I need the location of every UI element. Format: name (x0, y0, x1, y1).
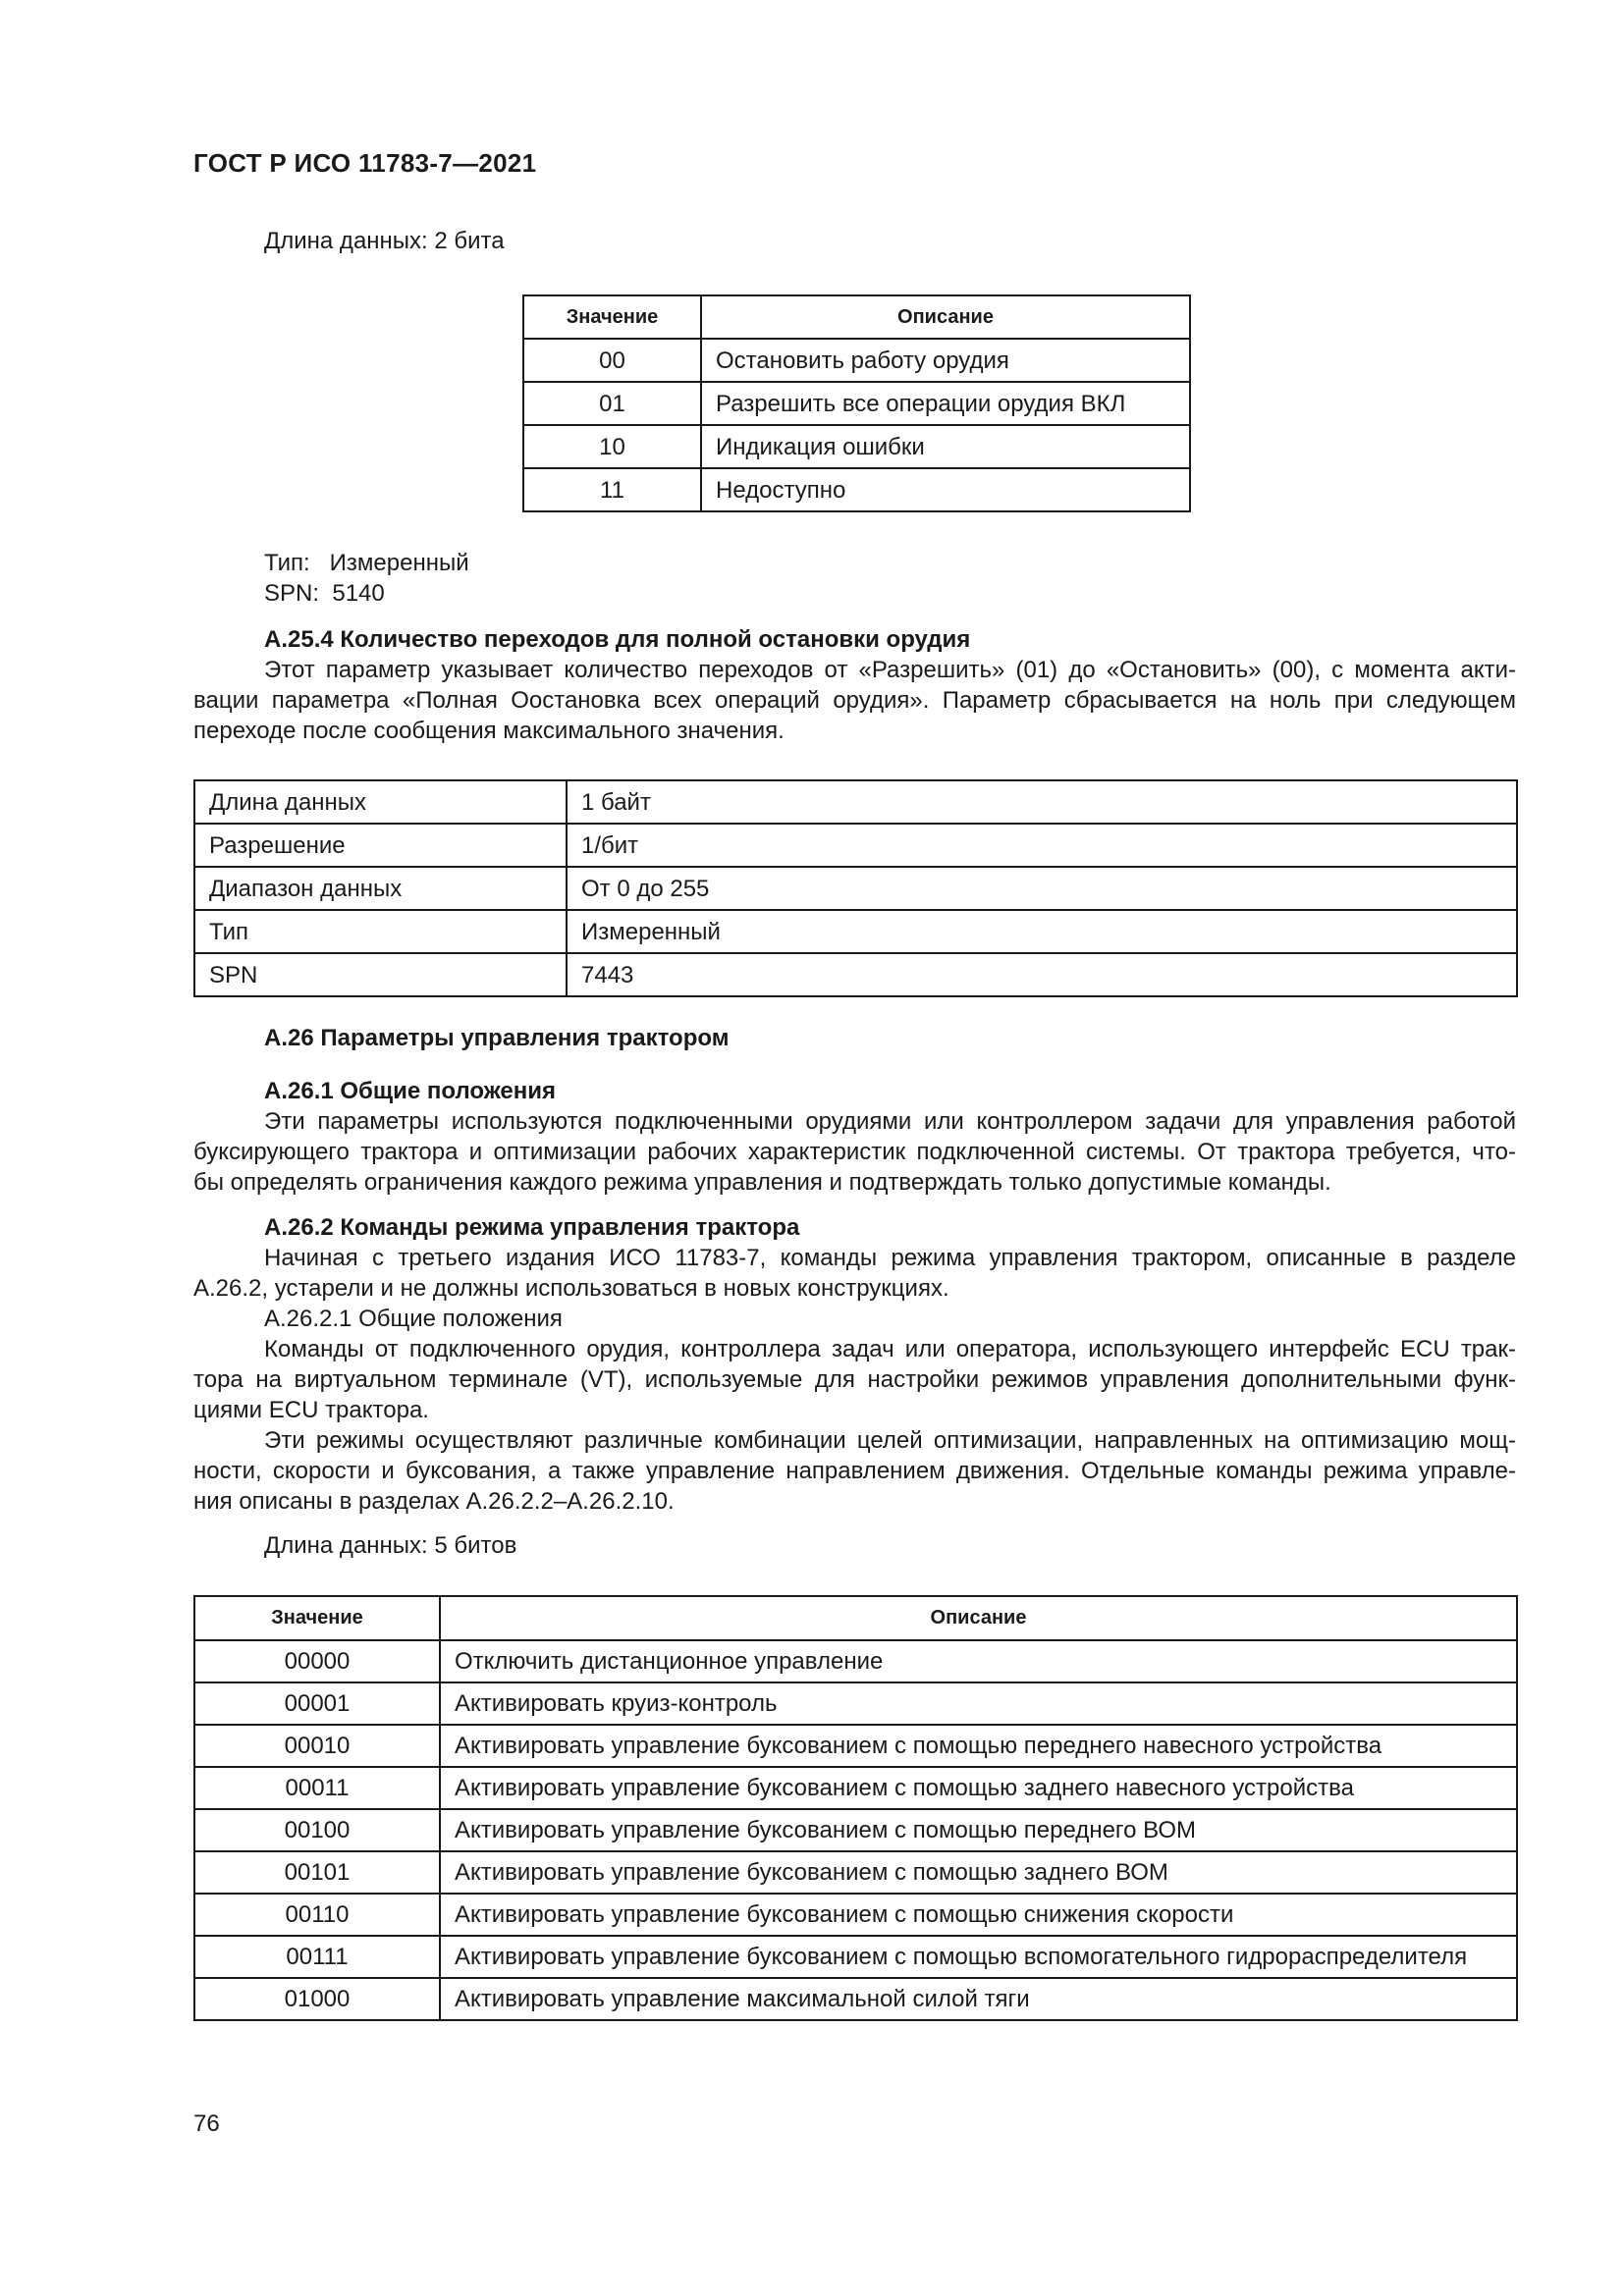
cell-val: От 0 до 255 (567, 867, 1517, 910)
cell-val: Измеренный (567, 910, 1517, 953)
cell-value: 00011 (194, 1767, 440, 1809)
cell-description: Активировать управление буксованием с помощью переднего ВОМ (440, 1809, 1517, 1851)
text-line: Эти параметры используются подключенными орудиями или контроллером задачи для управления работой (264, 1108, 1516, 1135)
section-text-a2554 (193, 655, 1516, 746)
cell-description: Активировать управление буксованием с помощью переднего навесного устройства (440, 1725, 1517, 1767)
cell-value: 01000 (194, 1978, 440, 2020)
text-line: ния описаны в разделах А.26.2.2–А.26.2.10. (193, 1488, 675, 1515)
cell-value: 00000 (194, 1640, 440, 1682)
type-line: Тип: Измеренный (264, 550, 469, 576)
table-row (523, 468, 1190, 511)
cell-description: Активировать управление буксованием с помощью снижения скорости (440, 1894, 1517, 1936)
cell-value: 00101 (194, 1851, 440, 1894)
table-row (194, 1851, 1517, 1894)
cell-description: Активировать управление буксованием с помощью заднего ВОМ (440, 1851, 1517, 1894)
cell-description: Недоступно (701, 468, 1190, 511)
cell-description: Остановить работу орудия (701, 339, 1190, 382)
text-line: циями ECU трактора. (193, 1397, 429, 1423)
cell-description: Отключить дистанционное управление (440, 1640, 1517, 1682)
table-header-row (194, 1596, 1517, 1640)
cell-value: 00010 (194, 1725, 440, 1767)
cell-value: 00111 (194, 1936, 440, 1978)
spn-line: SPN: 5140 (264, 580, 385, 607)
section-heading-a26: А.26 Параметры управления трактором (264, 1025, 730, 1051)
table-row (194, 1936, 1517, 1978)
text-line: тора на виртуальном терминале (VT), используемые для настройки режимов управления дополнительными функ- (193, 1366, 1516, 1393)
data-length-label: Длина данных: 5 битов (264, 1532, 517, 1559)
text-line: бы определять ограничения каждого режима управления и подтверждать только допустимые команды. (193, 1169, 1331, 1196)
cell-description: Разрешить все операции орудия ВКЛ (701, 382, 1190, 425)
cell-description: Активировать управление максимальной силой тяги (440, 1978, 1517, 2020)
table-row (194, 910, 1517, 953)
text-line: ности, скорости и буксования, а также управление направлением движения. Отдельные команды режима управле- (193, 1458, 1516, 1484)
table-row (194, 1894, 1517, 1936)
cell-value: 11 (523, 468, 701, 511)
section-heading-a2621: А.26.2.1 Общие положения (264, 1306, 563, 1332)
cell-key: Разрешение (194, 824, 567, 867)
cell-value: 00001 (194, 1682, 440, 1725)
text-line: буксирующего трактора и оптимизации рабочих характеристик подключенной системы. От трактора требуется, что- (193, 1139, 1516, 1165)
table-row (523, 425, 1190, 468)
table-row (194, 1809, 1517, 1851)
cell-value: 01 (523, 382, 701, 425)
column-header-value: Значение (194, 1596, 440, 1640)
text-line: Начиная с третьего издания ИСО 11783-7, команды режима управления трактором, описанные в разделе (264, 1245, 1516, 1271)
text-line: вации параметра «Полная Оостановка всех операций орудия». Параметр сбрасывается на ноль при следующем (193, 687, 1516, 714)
cell-val: 1/бит (567, 824, 1517, 867)
text-line: Этот параметр указывает количество переходов от «Разрешить» (01) до «Остановить» (00), с момента акти- (264, 657, 1516, 683)
cell-value: 00110 (194, 1894, 440, 1936)
table-row (194, 824, 1517, 867)
column-header-description: Описание (440, 1596, 1517, 1640)
table-row (194, 953, 1517, 996)
table-row (194, 1640, 1517, 1682)
section-heading-a261: А.26.1 Общие положения (264, 1078, 557, 1104)
cell-key: SPN (194, 953, 567, 996)
table-row (194, 867, 1517, 910)
text-line: А.26.2, устарели и не должны использоваться в новых конструкциях. (193, 1275, 949, 1302)
document-header: ГОСТ Р ИСО 11783-7—2021 (193, 148, 537, 178)
cell-description: Активировать управление буксованием с помощью вспомогательного гидрораспределителя (440, 1936, 1517, 1978)
text-line: переходе после сообщения максимального значения. (193, 718, 785, 744)
cell-description: Индикация ошибки (701, 425, 1190, 468)
parameter-table-a2554 (193, 779, 1518, 997)
cell-value: 00 (523, 339, 701, 382)
table-row (523, 382, 1190, 425)
table-header-row (523, 295, 1190, 339)
cell-key: Тип (194, 910, 567, 953)
table-row (194, 1978, 1517, 2020)
cell-val: 1 байт (567, 780, 1517, 824)
table-row (194, 1767, 1517, 1809)
data-length-label: Длина данных: 2 бита (264, 228, 505, 254)
text-line: Эти режимы осуществляют различные комбинации целей оптимизации, направленных на оптимизацию мощ- (264, 1427, 1516, 1454)
cell-description: Активировать управление буксованием с помощью заднего навесного устройства (440, 1767, 1517, 1809)
table-row (194, 1682, 1517, 1725)
column-header-value: Значение (523, 295, 701, 339)
section-heading-a2554: А.25.4 Количество переходов для полной остановки орудия (264, 626, 971, 653)
cell-value: 00100 (194, 1809, 440, 1851)
cell-val: 7443 (567, 953, 1517, 996)
value-description-table-5bit (193, 1595, 1518, 2021)
table-row (523, 339, 1190, 382)
section-text-a262 (193, 1243, 1516, 1517)
section-text-a261 (193, 1106, 1516, 1198)
table-row (194, 1725, 1517, 1767)
cell-key: Длина данных (194, 780, 567, 824)
page-number: 76 (193, 2110, 220, 2137)
column-header-description: Описание (701, 295, 1190, 339)
cell-description: Активировать круиз-контроль (440, 1682, 1517, 1725)
value-description-table-2bit (522, 294, 1191, 512)
table-row (194, 780, 1517, 824)
cell-value: 10 (523, 425, 701, 468)
text-line: Команды от подключенного орудия, контроллера задач или оператора, использующего интерфейс ECU трак- (264, 1336, 1516, 1362)
section-heading-a262: А.26.2 Команды режима управления трактора (264, 1214, 800, 1241)
cell-key: Диапазон данных (194, 867, 567, 910)
